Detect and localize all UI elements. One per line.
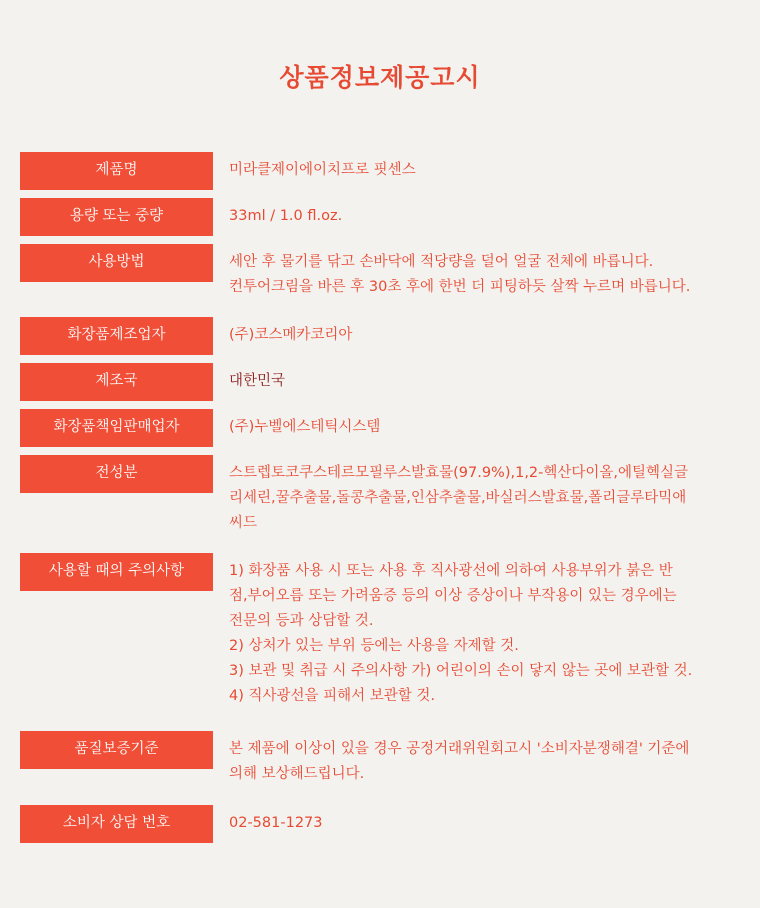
row-label: 전성분 — [20, 455, 213, 493]
value-line: 본 제품에 이상이 있을 경우 공정거래위원회고시 '소비자분쟁해결' 기준에 — [229, 741, 690, 757]
row-value — [229, 737, 751, 787]
value-line: 의해 보상해드립니다. — [229, 766, 365, 782]
value-line: 씨드 — [229, 515, 258, 531]
value-line: 스트렙토코쿠스테르모필루스발효물(97.9%),1,2-헥산다이올,에틸헥실글 — [229, 465, 689, 481]
row-label: 화장품책임판매업자 — [20, 409, 213, 447]
page-title: 상품정보제공고시 — [279, 63, 481, 92]
row-label: 사용방법 — [20, 244, 213, 282]
value-line: (주)누벨에스테틱시스템 — [229, 419, 381, 435]
value-line: 3) 보관 및 취급 시 주의사항 가) 어린이의 손이 닿지 않는 곳에 보관할 것. — [229, 663, 693, 679]
row-label: 화장품제조업자 — [20, 317, 213, 355]
row-label: 사용할 때의 주의사항 — [20, 553, 213, 591]
value-line: 컨투어크림을 바른 후 30초 후에 한번 더 피팅하듯 살짝 누르며 바릅니다. — [229, 279, 691, 295]
value-line: 대한민국 — [229, 373, 286, 389]
value-line: 전문의 등과 상담할 것. — [229, 613, 374, 629]
row-value — [229, 559, 751, 709]
value-line: 세안 후 물기를 닦고 손바닥에 적당량을 덜어 얼굴 전체에 바릅니다. — [229, 254, 654, 270]
value-line: 리세린,꿀추출물,돌콩추출물,인삼추출물,바실러스발효물,폴리글루타믹애 — [229, 490, 687, 506]
value-line: 점,부어오름 또는 가려움증 등의 이상 증상이나 부작용이 있는 경우에는 — [229, 588, 677, 604]
row-value — [229, 369, 751, 394]
row-value — [229, 158, 751, 183]
value-line: 미라클제이에이치프로 핏센스 — [229, 162, 416, 178]
value-line: 33ml / 1.0 fl.oz. — [229, 208, 343, 224]
row-label: 품질보증기준 — [20, 731, 213, 769]
value-line: 02-581-1273 — [229, 815, 323, 831]
row-label: 용량 또는 중량 — [20, 198, 213, 236]
row-value — [229, 323, 751, 348]
row-value — [229, 204, 751, 229]
row-label: 제조국 — [20, 363, 213, 401]
value-line: (주)코스메카코리아 — [229, 327, 353, 343]
value-line: 4) 직사광선을 피해서 보관할 것. — [229, 688, 436, 704]
row-value — [229, 250, 751, 300]
value-line: 1) 화장품 사용 시 또는 사용 후 직사광선에 의하여 사용부위가 붉은 반 — [229, 563, 673, 579]
row-value — [229, 811, 751, 836]
row-label: 소비자 상담 번호 — [20, 805, 213, 843]
row-value — [229, 415, 751, 440]
row-value — [229, 461, 751, 536]
value-line: 2) 상처가 있는 부위 등에는 사용을 자제할 것. — [229, 638, 519, 654]
row-label: 제품명 — [20, 152, 213, 190]
